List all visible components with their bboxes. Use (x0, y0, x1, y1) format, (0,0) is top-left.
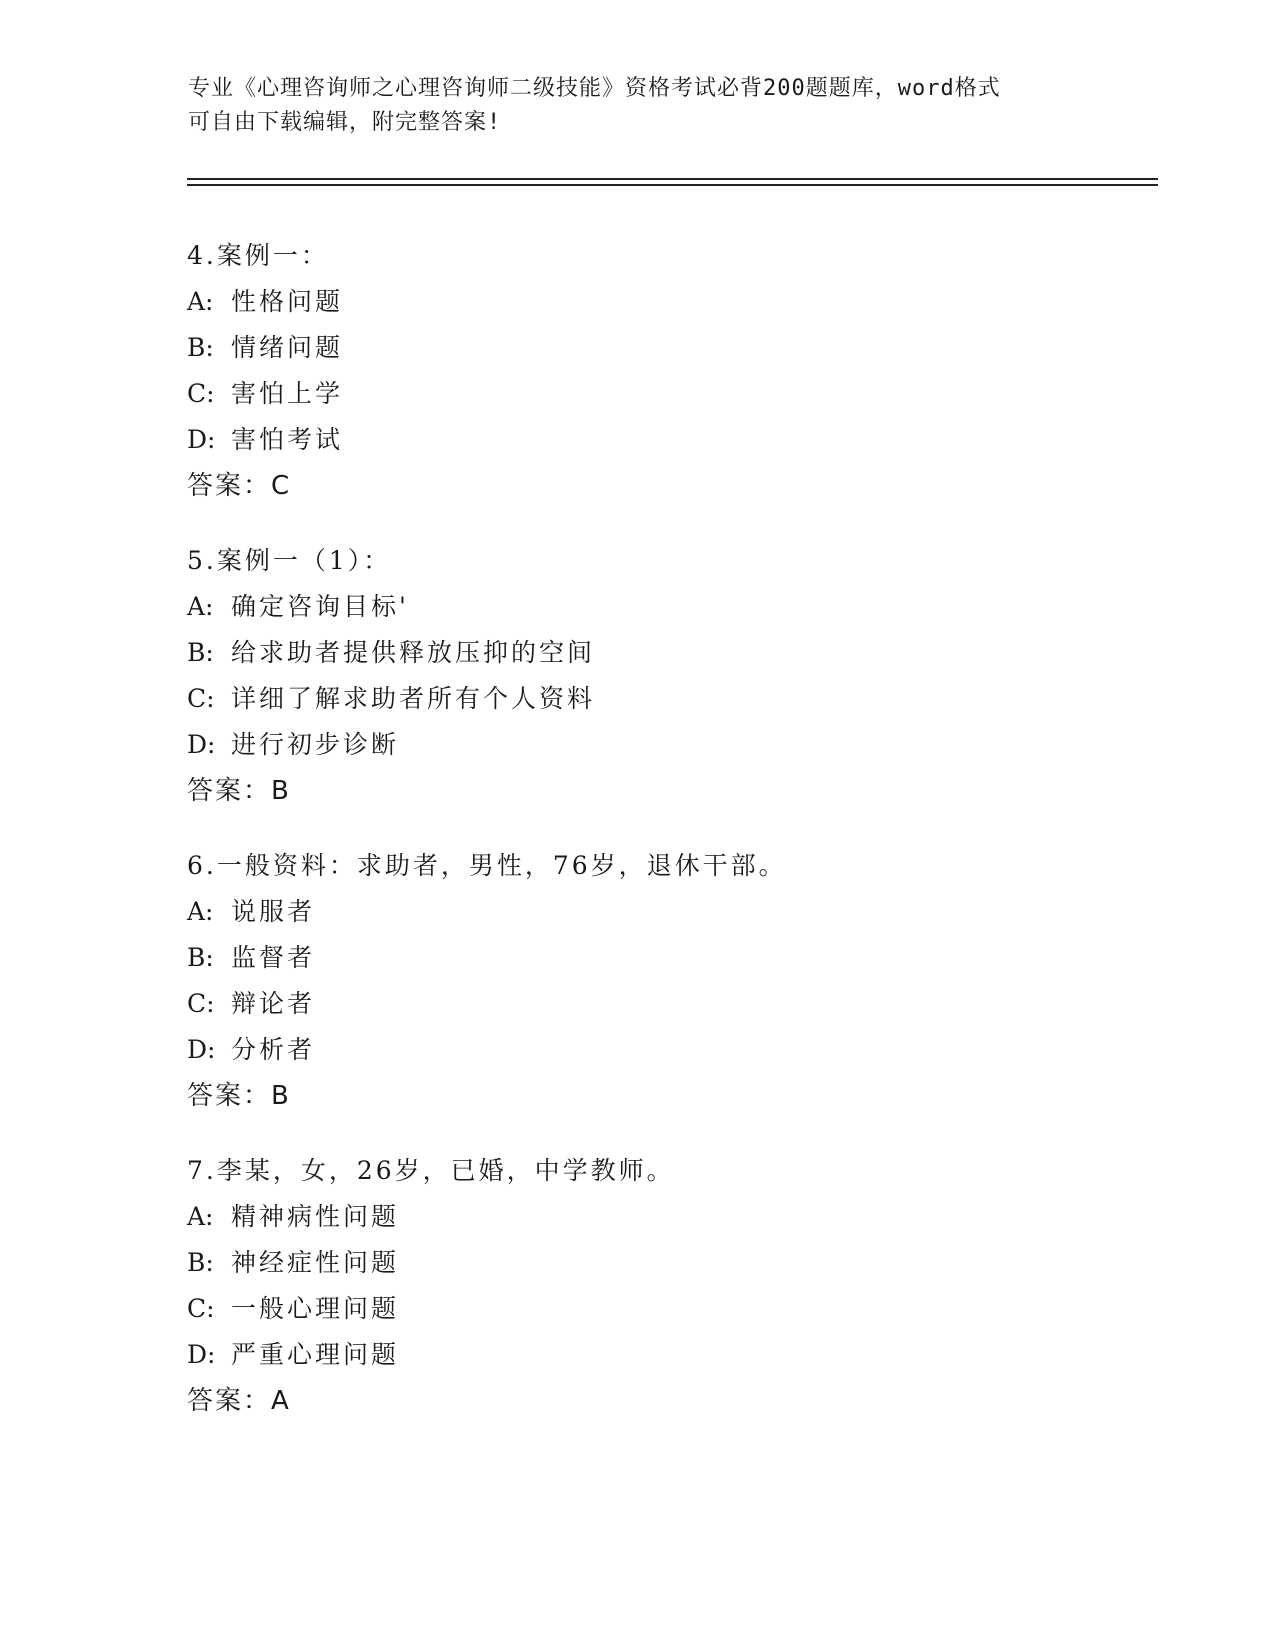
option-text: 详细了解求助者所有个人资料 (231, 684, 596, 713)
header-divider-top (187, 178, 1158, 180)
option-letter: A: (187, 897, 214, 926)
option-letter: A: (187, 287, 214, 316)
answer-line: 答案：C (187, 471, 292, 501)
option-letter: D: (187, 1035, 216, 1064)
question-stem: 5.案例一（1）： (187, 546, 392, 575)
answer-line: 答案：A (187, 1386, 291, 1416)
option-c (187, 676, 1147, 722)
option-letter: B: (187, 1248, 214, 1277)
option-text: 进行初步诊断 (231, 730, 400, 759)
question-6 (187, 843, 1147, 1119)
question-stem: 7.李某，女，26岁，已婚，中学教师。 (187, 1156, 675, 1185)
option-a (187, 889, 1147, 935)
option-b (187, 935, 1147, 981)
option-letter: B: (187, 333, 214, 362)
option-text: 害怕考试 (231, 425, 344, 454)
option-d (187, 722, 1147, 768)
option-letter: D: (187, 730, 216, 759)
answer-line: 答案：B (187, 1081, 291, 1111)
option-a (187, 279, 1147, 325)
question-4 (187, 233, 1147, 509)
question-stem: 4.案例一： (187, 241, 329, 270)
option-text: 性格问题 (231, 287, 344, 316)
header-line-2: 可自由下载编辑，附完整答案! (188, 110, 502, 135)
option-letter: D: (187, 425, 216, 454)
option-c (187, 1286, 1147, 1332)
option-letter: C: (187, 379, 215, 408)
document-header (188, 72, 1068, 140)
option-letter: A: (187, 592, 214, 621)
option-text: 说服者 (231, 897, 316, 926)
question-5 (187, 538, 1147, 814)
option-text: 严重心理问题 (231, 1340, 400, 1369)
option-d (187, 417, 1147, 463)
option-text: 精神病性问题 (231, 1202, 400, 1231)
option-b (187, 1240, 1147, 1286)
option-b (187, 325, 1147, 371)
option-letter: C: (187, 989, 215, 1018)
option-b (187, 630, 1147, 676)
question-7 (187, 1148, 1147, 1424)
option-text: 确定咨询目标' (231, 592, 409, 621)
option-d (187, 1332, 1147, 1378)
option-text: 给求助者提供释放压抑的空间 (231, 638, 596, 667)
option-a (187, 584, 1147, 630)
option-letter: B: (187, 638, 214, 667)
option-d (187, 1027, 1147, 1073)
answer-line: 答案：B (187, 776, 291, 806)
header-divider-bottom (187, 184, 1158, 186)
option-text: 辩论者 (231, 989, 316, 1018)
header-line-1: 专业《心理咨询师之心理咨询师二级技能》资格考试必背200题题库，word格式 (188, 76, 1001, 101)
option-letter: C: (187, 684, 215, 713)
option-c (187, 371, 1147, 417)
option-letter: A: (187, 1202, 214, 1231)
option-text: 神经症性问题 (231, 1248, 400, 1277)
option-text: 分析者 (231, 1035, 316, 1064)
question-stem: 6.一般资料：求助者，男性，76岁，退休干部。 (187, 851, 787, 880)
option-letter: C: (187, 1294, 215, 1323)
option-c (187, 981, 1147, 1027)
option-text: 害怕上学 (231, 379, 344, 408)
question-list (187, 233, 1147, 1453)
option-text: 情绪问题 (231, 333, 344, 362)
option-letter: B: (187, 943, 214, 972)
option-a (187, 1194, 1147, 1240)
option-text: 一般心理问题 (231, 1294, 400, 1323)
option-letter: D: (187, 1340, 216, 1369)
option-text: 监督者 (231, 943, 316, 972)
